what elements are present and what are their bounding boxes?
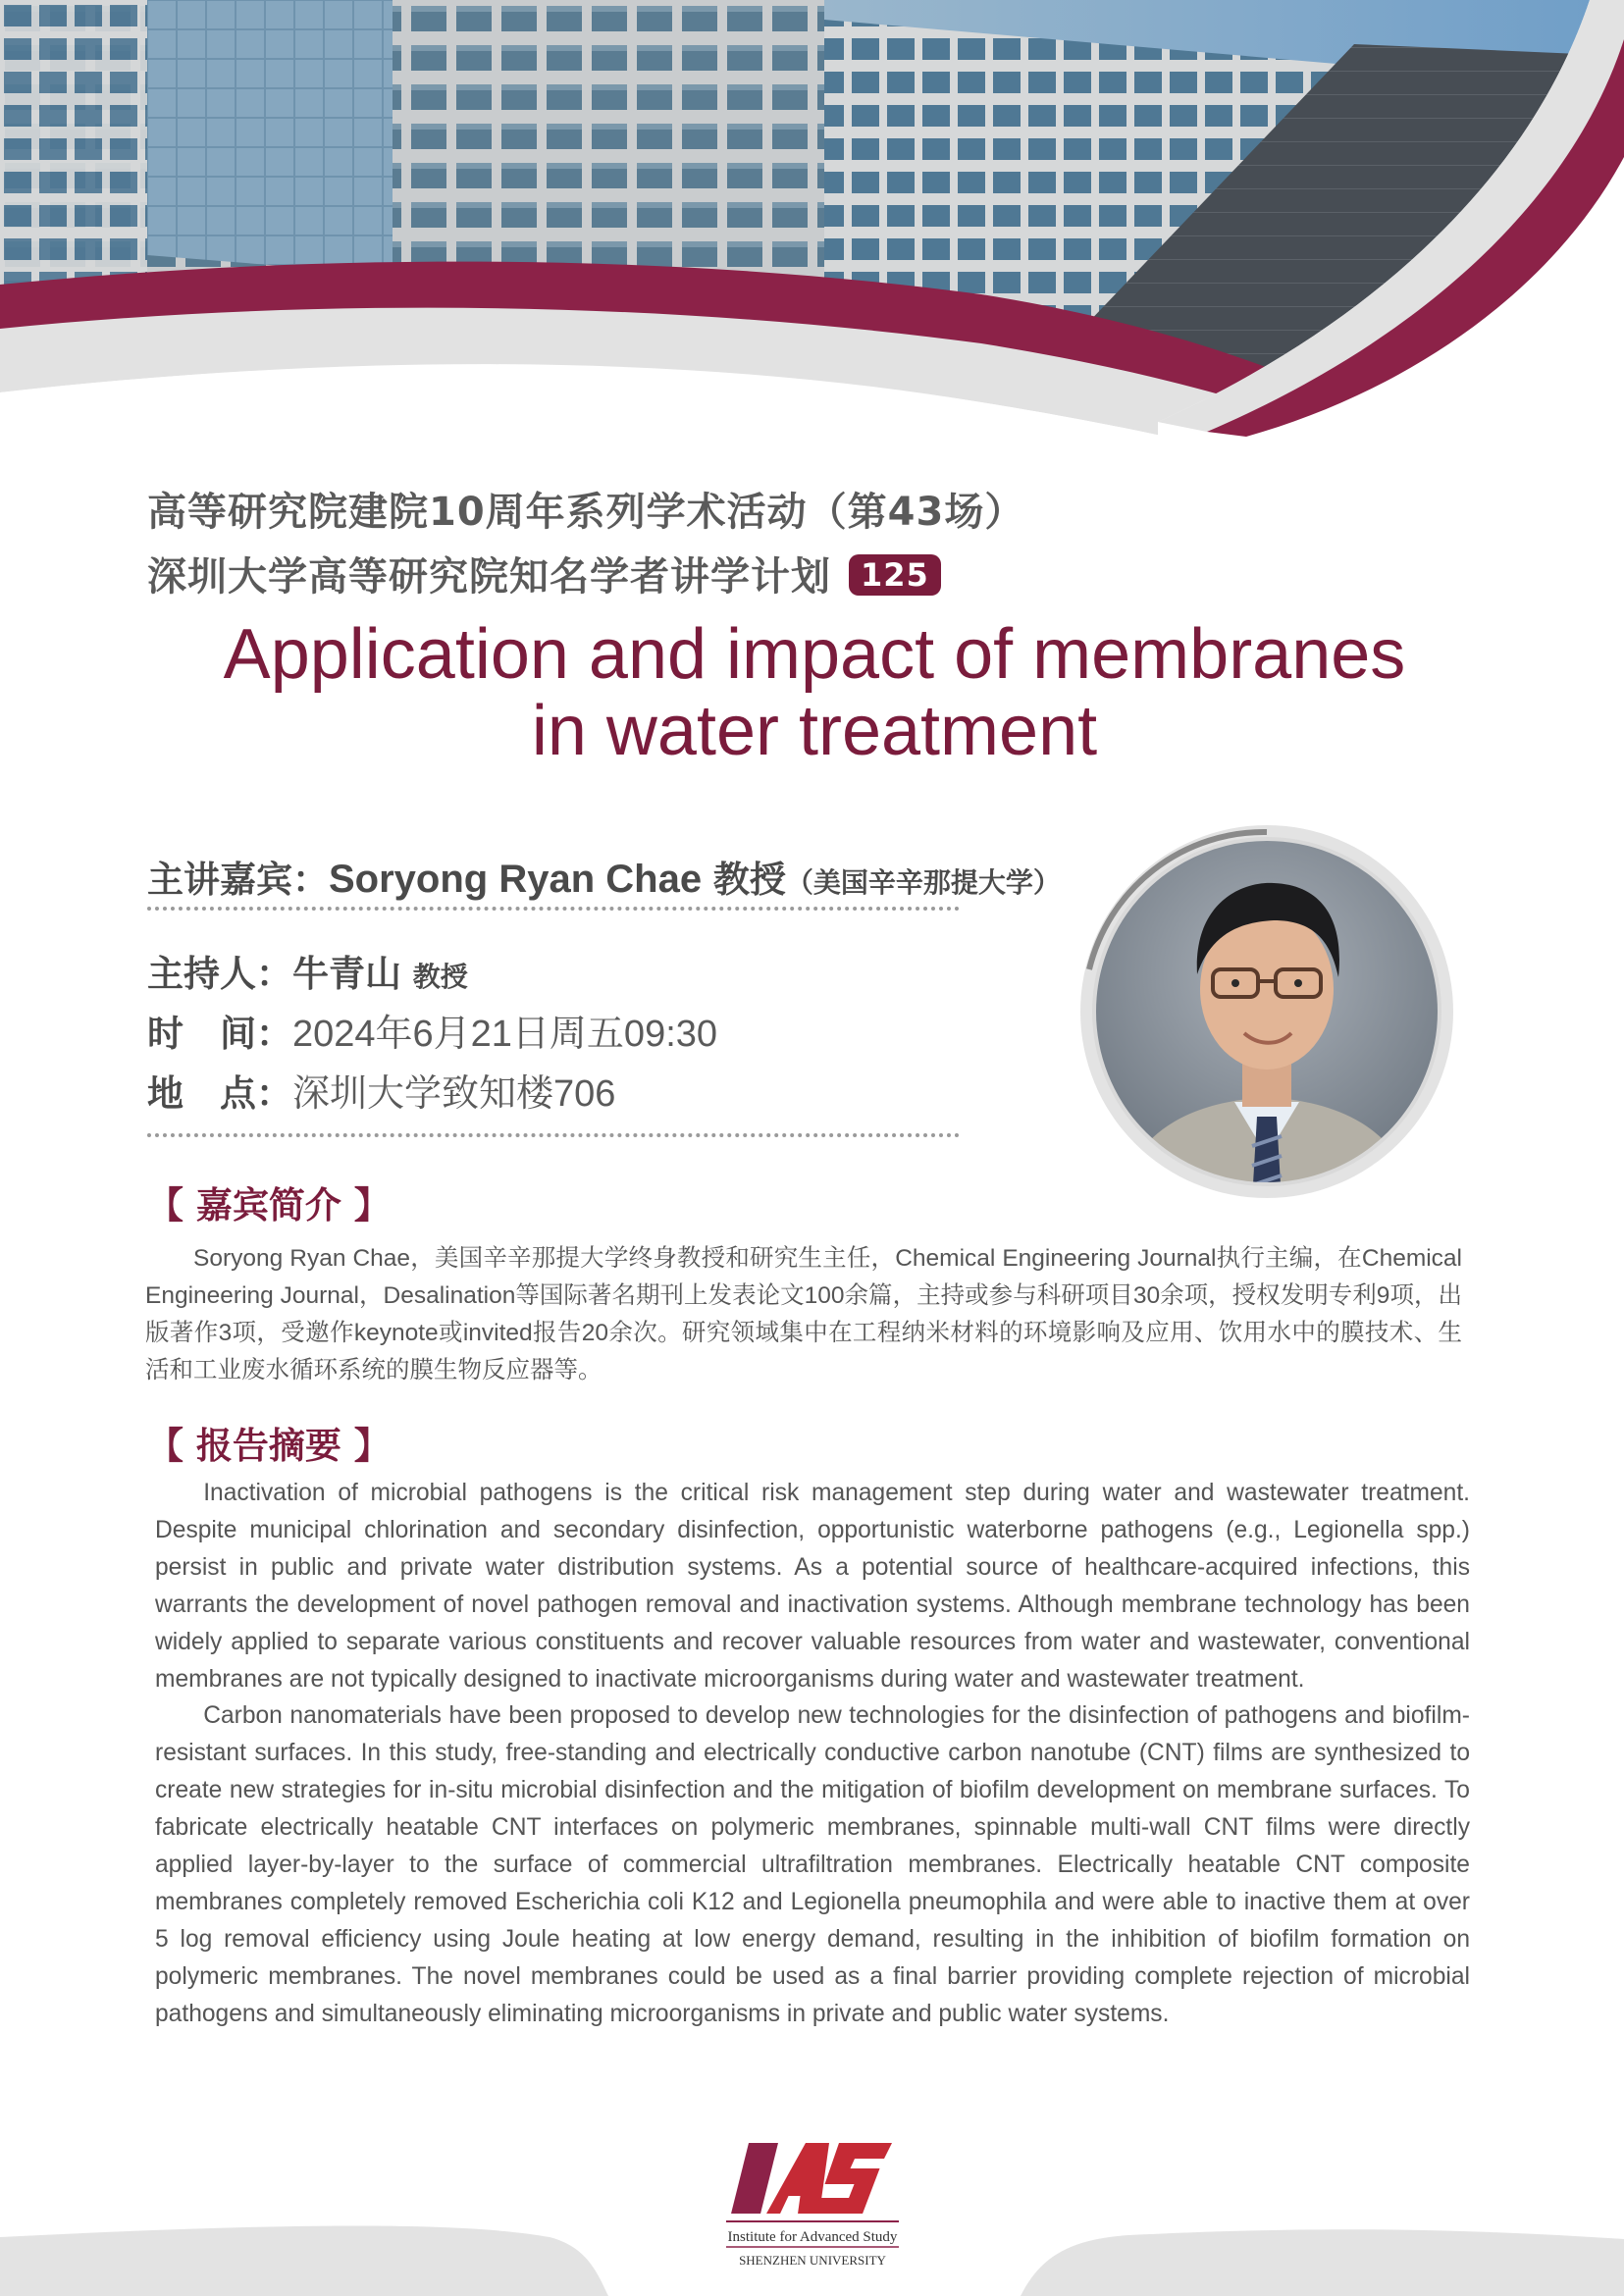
abstract-text	[155, 1475, 1470, 2033]
time-value: 2024年6月21日周五09:30	[292, 1014, 718, 1055]
speaker-title: 教授	[712, 859, 786, 901]
series-line-2-text: 深圳大学高等研究院知名学者讲学计划	[147, 554, 831, 600]
speaker-row	[147, 850, 1061, 903]
host-row	[147, 944, 468, 997]
host-name: 牛青山	[292, 953, 401, 995]
host-label: 主持人：	[147, 953, 292, 995]
place-label: 地 点：	[147, 1072, 292, 1115]
place-row	[147, 1063, 615, 1117]
abstract-paragraph-1: Inactivation of microbial pathogens is the critical risk management step during water and wastewater treatment. Despite municipal chlorination and secondary disinfection, opportunistic waterborne pathogens (e.g., Legionella spp.) persist in public and private water distribution systems. As a potential source of healthcare-acquired infections, this warrants the development of novel pathogen removal and inactivation systems. Although membrane technology has been widely applied to separate various constituents and recover valuable resources from water and wastewater, conventional membranes are not typically designed to inactivate microorganisms during water and wastewater treatment.	[155, 1480, 1470, 1693]
talk-title	[98, 616, 1531, 769]
abstract-heading: 【 报告摘要 】	[147, 1425, 391, 1467]
ias-logo	[724, 2139, 901, 2276]
place-value: 深圳大学致知楼706	[292, 1073, 616, 1115]
talk-title-line-2: in water treatment	[531, 692, 1098, 770]
speaker-affiliation: （美国辛辛那提大学）	[785, 866, 1061, 899]
series-line-1: 高等研究院建院10周年系列学术活动（第43场）	[147, 490, 1025, 535]
series-line-2	[147, 546, 941, 601]
bio-text: Soryong Ryan Chae，美国辛辛那提大学终身教授和研究生主任，Chemical Engineering Journal执行主编，在Chemical Engineering Journal，Desalination等国际著名期刊上发表论文100余篇，主持或参与科研项目30余项，授权发明专利9项，出版著作3项，受邀作keynote或invited报告20余次。研究领域集中在工程纳米材料的环境影响及应用、饮用水中的膜技术、生活和工业废水循环系统的膜生物反应器等。	[145, 1245, 1462, 1383]
logo-line-1: Institute for Advanced Study	[727, 2229, 898, 2245]
abstract-paragraph-2: Carbon nanomaterials have been proposed to develop new technologies for the disinfection of pathogens and biofilm-resistant surfaces. In this study, free-standing and electrically conductive carbon nanotube (CNT) films are synthesized to create new strategies for in-situ microbial disinfection and the mitigation of biofilm development on membrane surfaces. To fabricate electrically heatable CNT interfaces on polymeric membranes, spinnable multi-wall CNT films were directly applied layer-by-layer to the surface of commercial ultrafiltration membranes. Electrically heatable CNT composite membranes completely removed Escherichia coli K12 and Legionella pneumophila and were able to inactive them at over 5 log removal efficiency using Joule heating at low energy demand, resulting in the inhibition of biofilm formation on polymeric membranes. The novel membranes could be used as a final barrier providing complete rejection of microbial pathogens and simultaneously eliminating microorganisms in private and public water systems.	[155, 1702, 1470, 2027]
series-number-badge: 125	[849, 554, 941, 596]
host-title: 教授	[412, 961, 468, 993]
logo-line-2: SHENZHEN UNIVERSITY	[739, 2253, 886, 2268]
bio-heading: 【 嘉宾简介 】	[147, 1184, 391, 1226]
speaker-label: 主讲嘉宾：	[147, 859, 329, 901]
speaker-portrait	[1077, 822, 1456, 1201]
dotted-divider	[147, 1133, 960, 1137]
speaker-name: Soryong Ryan Chae	[329, 858, 703, 901]
time-label: 时 间：	[147, 1013, 292, 1055]
dotted-divider	[147, 907, 960, 911]
talk-title-line-1: Application and impact of membranes	[223, 615, 1406, 694]
time-row	[147, 1003, 717, 1057]
